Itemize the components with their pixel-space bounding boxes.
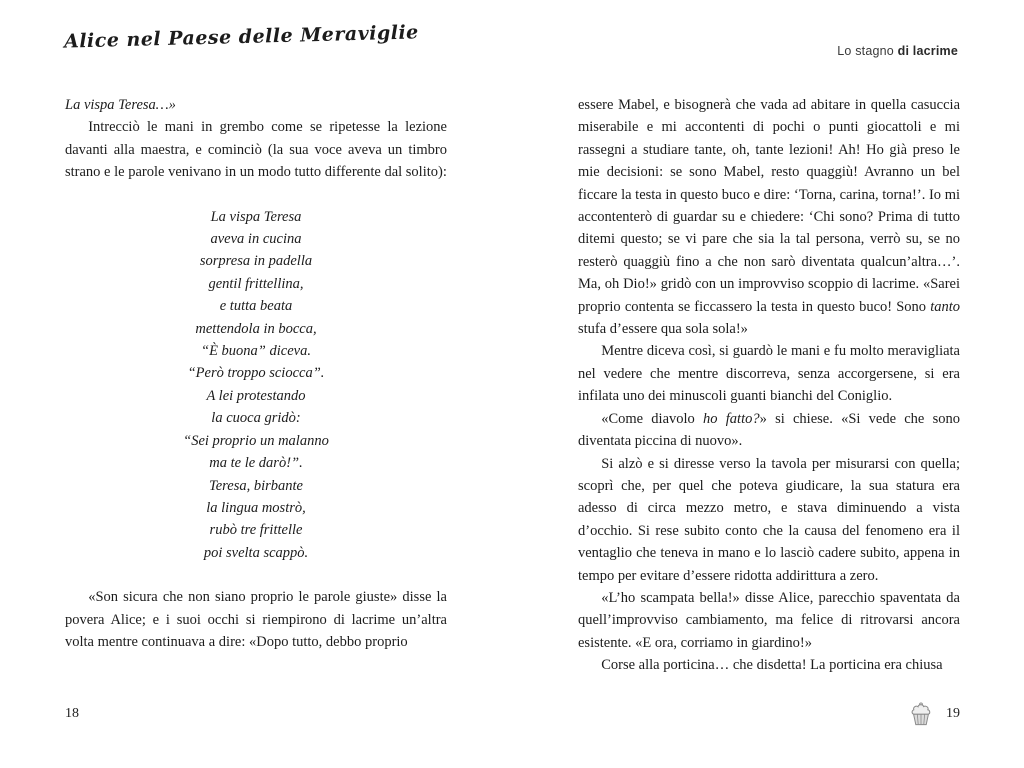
left-page-number: 18 — [65, 706, 79, 721]
right-page-footer — [908, 700, 960, 728]
right-page-number: 19 — [946, 706, 960, 721]
book-logo — [63, 21, 420, 70]
poem-line: A lei protestando — [206, 387, 306, 404]
chapter-title — [837, 44, 958, 58]
poem-line: la cuoca gridò: — [211, 410, 301, 427]
paragraph-text: » si chiese. «Si vede che sono diventata piccina di nuovo». — [578, 410, 960, 450]
left-paragraphs-top — [65, 94, 447, 184]
paragraph-text-italic: La vispa Teresa…» — [65, 97, 176, 113]
poem-block — [65, 206, 447, 565]
paragraph — [578, 587, 960, 654]
paragraph-text: «Come diavolo — [601, 410, 704, 427]
poem-line: poi svelta scappò. — [203, 544, 309, 561]
poem-line: “È buona” diceva. — [201, 343, 311, 360]
paragraph-text: Mentre diceva così, si guardò le mani e fu molto meravigliata nel vedere che mentre discorreva, senza accorgersene, si era infilata uno dei minuscoli guanti bianchi del Coniglio. — [578, 343, 960, 405]
left-paragraphs-bottom — [65, 586, 447, 653]
poem-line: mettendola in bocca, — [195, 320, 317, 337]
paragraph-text: Intrecciò le mani in grembo come se ripetesse la lezione davanti alla maestra, e cominciò (la sua voce aveva un timbro strano e le parole venivano in un modo tutto differente dal solito): — [65, 119, 447, 181]
poem-line: Teresa, birbante — [209, 477, 303, 494]
paragraph — [65, 94, 447, 116]
paragraph — [65, 586, 447, 653]
paragraph-text-italic: ho fatto? — [703, 410, 760, 427]
poem-line: gentil frittellina, — [208, 275, 304, 292]
paragraph — [578, 453, 960, 587]
paragraph-text: Si alzò e si diresse verso la tavola per misurarsi con quella; scoprì che, per quel che poteva giudicare, la sua statura era adesso di circa mezzo metro, e stava diminuendo a vista d’occhio. Si rese subito conto che la causa del fenomeno era il ventaglio che teneva in mano e lo lasciò cadere subito, appena in tempo per evitare d’essere ridotta addirittura a zero. — [578, 455, 960, 584]
right-paragraphs — [578, 94, 960, 677]
left-page-text — [65, 94, 447, 653]
poem-line: sorpresa in padella — [199, 253, 313, 270]
poem-line: e tutta beata — [219, 298, 293, 315]
poem-line: ma te le darò!”. — [209, 455, 303, 472]
right-page-text — [578, 94, 960, 677]
paragraph — [578, 654, 960, 676]
paragraph-text: «Son sicura che non siano proprio le parole giuste» disse la povera Alice; e i suoi occhi si riempirono di lacrime un’altra volta mentre continuava a dire: «Dopo tutto, debbo proprio — [65, 589, 447, 650]
chapter-title-regular: Lo stagno — [837, 44, 898, 58]
paragraph-text: essere Mabel, e bisognerà che vada ad abitare in quella casuccia miserabile e mi accontenti di pochi o punti giocattoli e mi rassegni a studiare tante, oh, tante lezioni! Ah! Ho già preso le mie decisioni: se sono Mabel, resto quaggiù! Avranno un bel ficcare la testa in questo buco e dire: ‘Torna, carina, torna!’. Io mi accontenterò di guardar su e chiedere: ‘Chi sono? Prima di tutto ditemi questo; se vi pare che sia la tal persona, verrò su, se no resterò quaggiù fino a che non sarò diventata qualcun’altra…’. Ma, oh Dio!» gridò con un improvviso scoppio di lacrime. «Sarei proprio contenta se ficcassero la testa in questo buco! Sono — [578, 97, 960, 315]
poem-line: aveva in cucina — [210, 231, 302, 248]
paragraph — [578, 408, 960, 453]
paragraph — [65, 116, 447, 183]
paragraph-text: «L’ho scampata bella!» disse Alice, parecchio spaventata da quell’improvviso cambiamento, ma felice di ritrovarsi ancora esistente. «E ora, corriamo in giardino!» — [578, 589, 960, 651]
paragraph — [578, 94, 960, 340]
poem-line: “Però troppo sciocca”. — [187, 365, 325, 382]
book-logo-text: Alice nel Paese delle Meraviglie — [63, 21, 420, 53]
cupcake-icon — [908, 700, 934, 728]
paragraph-text: stufa d’essere qua sola sola!» — [578, 321, 748, 338]
poem-line: la lingua mostrò, — [206, 499, 306, 516]
paragraph-text: Corse alla porticina… che disdetta! La porticina era chiusa — [601, 657, 943, 674]
poem-line: “Sei proprio un malanno — [183, 432, 329, 449]
chapter-title-bold: di lacrime — [897, 44, 958, 58]
paragraph-text-italic: tanto — [930, 298, 960, 315]
paragraph — [578, 340, 960, 407]
poem-line: rubò tre frittelle — [209, 522, 303, 539]
poem-line: La vispa Teresa — [210, 208, 302, 225]
